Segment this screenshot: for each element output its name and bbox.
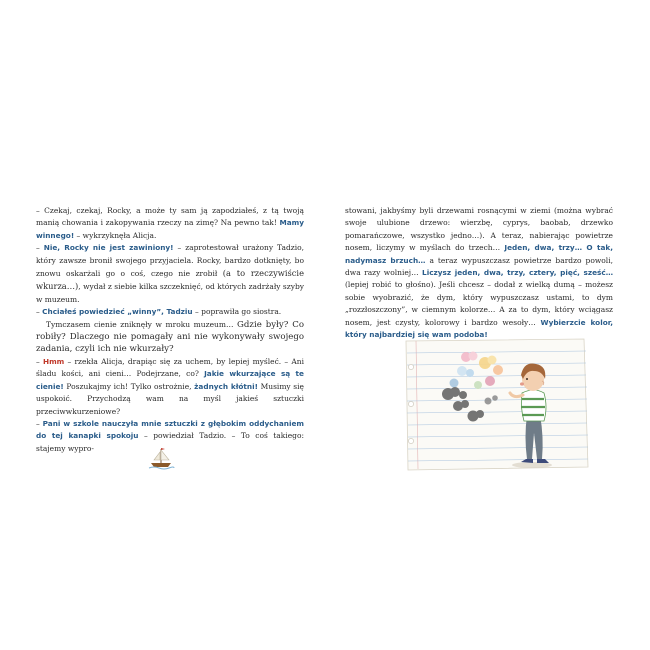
highlight-text: Mamy winnego!: [36, 218, 304, 240]
paragraph: – Pani w szkole nauczyła mnie sztuczki z głębokim oddychaniem do tej kanapki spokoju – powiedział Tadzio. – To coś takiego: stajemy wypro-: [36, 418, 304, 453]
highlight-text-red: Hmm: [42, 356, 65, 366]
highlight-text: żadnych kłótni!: [194, 381, 258, 391]
right-page: [345, 205, 613, 341]
highlight-text: Liczysz jeden, dwa, trzy, cztery, pięć, sześć…: [422, 268, 613, 278]
highlight-text: Jakie wkurzające są te cienie!: [36, 369, 304, 391]
paragraph: – Chciałeś powiedzieć „winny”, Tadziu – poprawiła go siostra.: [36, 307, 282, 317]
paragraph: – Nie, Rocky nie jest zawiniony! – zaprotestował urażony Tadzio, który zawsze bronił swojego przyjaciela. Rocky, bardzo dotknięty, bo znowu oskarżali go o coś, czego nie zrobił (a to rzeczywiście wkurza…), wydał z siebie kilka szczeknięć, od których zadrżały szyby w muzeum.: [36, 243, 304, 304]
highlight-text: Wybierzcie kolor, który najbardziej się wam podoba!: [345, 317, 614, 340]
paragraph: – Czekaj, czekaj, Rocky, a może ty sam ją zapodziałeś, z tą twoją manią chowania i zakopywania rzeczy na zimę? Na pewno tak! Mamy winnego! – wykrzyknęła Alicja.: [36, 206, 304, 240]
boy-breathing-illustration: [402, 337, 590, 472]
highlight-text: Chciałeś powiedzieć „winny”, Tadziu: [42, 307, 193, 317]
highlight-text: Nie, Rocky nie jest zawiniony!: [43, 243, 174, 253]
left-page: [36, 205, 304, 455]
paragraph: stowani, jakbyśmy byli drzewami rosnącymi w ziemi (można wybrać swoje ulubione drzewo: wierzbę, cyprys, baobab, drzewko pomarańczowe, wszystko jedno…). A teraz, nabierając powietrze nosem, liczymy w myślach do trzech… Jeden, dwa, trzy… O tak, nadymasz brzuch… a teraz wypuszczasz powietrze bardzo powoli, dwa razy wolniej… Liczysz jeden, dwa, trzy, cztery, pięć, sześć… (lepiej robić to głośno). Jeśli chcesz – dodał z wielką dumą – możesz sobie wyobrazić, że dym, który wypuszczasz ustami, to dym „rozzłoszczony”, w ciemnym kolorze… A za to dym, który wciągasz nosem, jest czysty, kolorowy i bardzo wesoły… Wybierzcie kolor, który najbardziej się wam podoba!: [345, 206, 614, 340]
paragraph: Tymczasem cienie zniknęły w mroku muzeum… Gdzie były? Co robiły? Dlaczego nie pomagały ani nie wykonywały swojego zadania, czyli ich nie wkurzały?: [36, 319, 304, 355]
highlight-text: Jeden, dwa, trzy… O tak, nadymasz brzuch…: [345, 243, 613, 265]
paragraph: – Hmm – rzekła Alicja, drapiąc się za uchem, by lepiej myśleć. – Ani śladu kości, ani cieni… Podejrzane, co? Jakie wkurzające są te cienie! Poszukajmy ich! Tylko ostrożnie, żadnych kłótni! Musimy się uspokoić. Przychodzą wam na myśl jakieś sztuczki przeciwwkurzeniowe?: [36, 356, 304, 416]
highlight-text: Pani w szkole nauczyła mnie sztuczki z głębokim oddychaniem do tej kanapki spokoju: [36, 418, 304, 441]
boat-illustration: [146, 446, 176, 472]
